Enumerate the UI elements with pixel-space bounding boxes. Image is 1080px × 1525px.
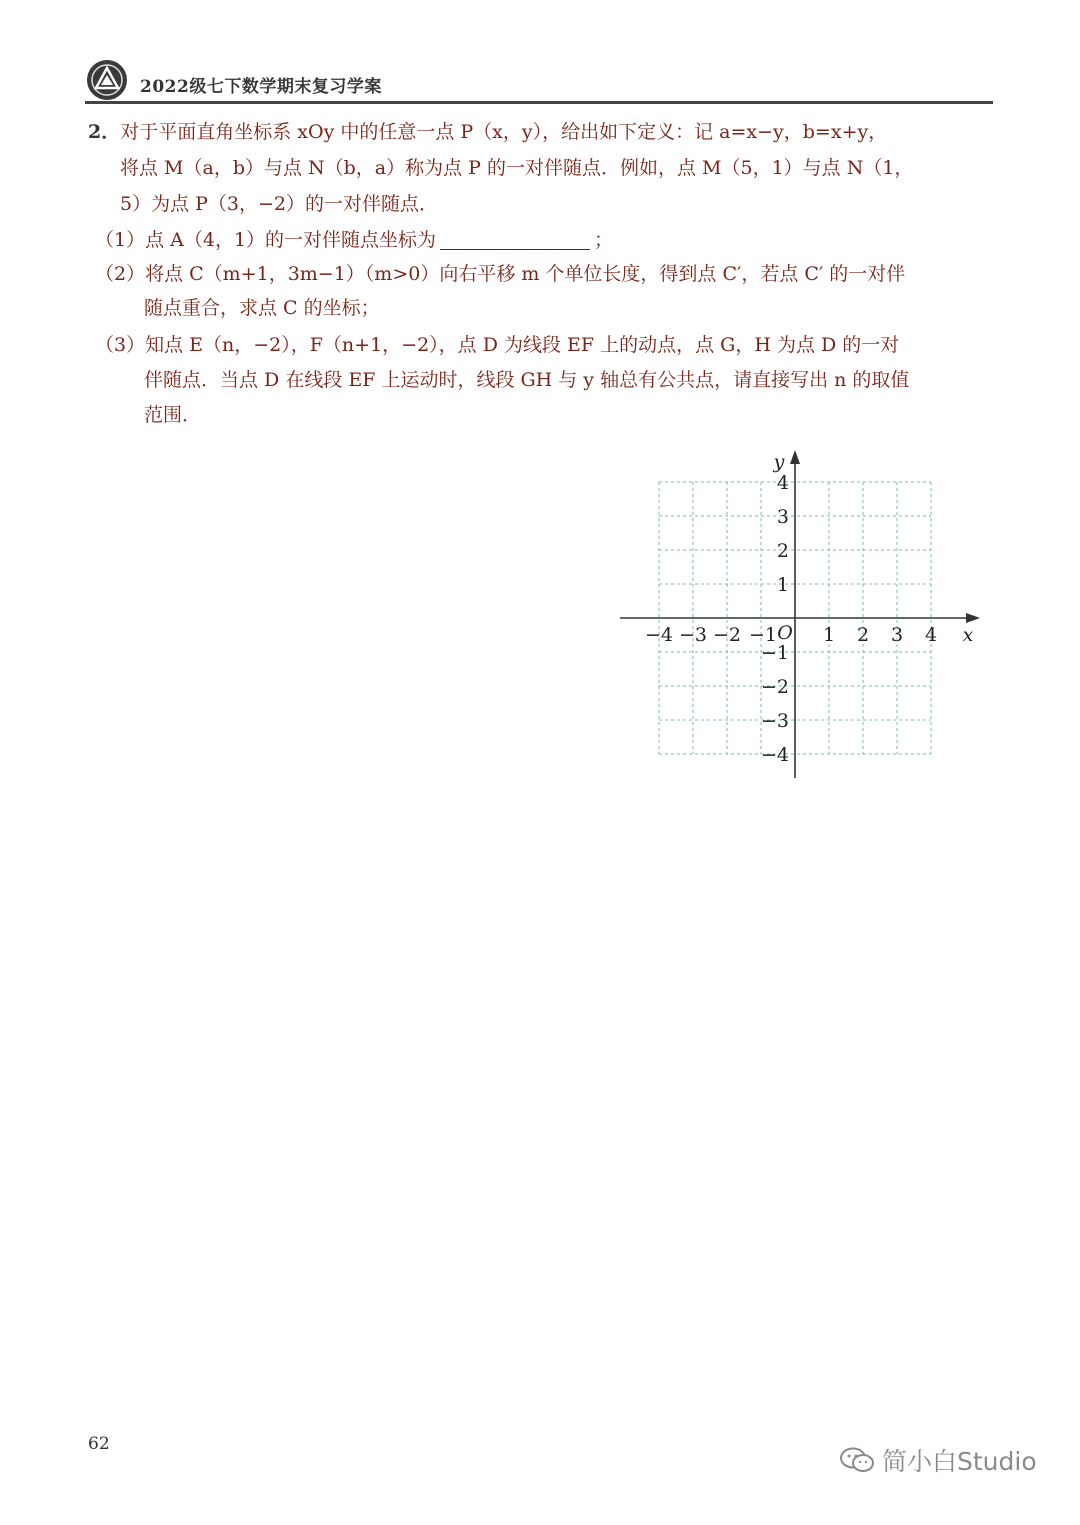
- part-3-line-2: 伴随点．当点 D 在线段 EF 上运动时，线段 GH 与 y 轴总有公共点，请直接写出 n 的取值: [144, 369, 910, 391]
- watermark: [838, 1440, 1037, 1480]
- part-1: （1）点 A（4，1）的一对伴随点坐标为 ；: [95, 229, 614, 251]
- x-axis-label: x: [962, 624, 974, 646]
- x-tick-label: 2: [856, 624, 870, 646]
- header-title: 2022级七下数学期末复习学案: [140, 77, 382, 97]
- y-tick-label: −3: [760, 710, 789, 732]
- page-header: [85, 58, 993, 106]
- part-3-line-3: 范围．: [144, 404, 202, 426]
- x-axis-arrow: [966, 613, 980, 623]
- y-tick-label: −4: [760, 744, 789, 766]
- y-tick-label: 2: [776, 540, 789, 562]
- x-tick-label: −3: [678, 624, 708, 646]
- tick-labels: [645, 451, 974, 766]
- wechat-icon: [838, 1445, 876, 1475]
- part-2-line-1: （2）将点 C（m+1，3m−1）（m>0）向右平移 m 个单位长度，得到点 C′，若点 C′ 的一对伴: [95, 263, 906, 285]
- x-tick-label: −1: [748, 624, 778, 646]
- school-logo-icon: [85, 58, 129, 102]
- problem-intro-line-1: 2．对于平面直角坐标系 xOy 中的任意一点 P（x，y），给出如下定义：记 a=x−y，b=x+y，: [88, 121, 888, 143]
- problem-intro-line-2: 将点 M（a，b）与点 N（b，a）称为点 P 的一对伴随点．例如，点 M（5，1）与点 N（1，: [120, 157, 914, 179]
- y-tick-label: 3: [776, 506, 789, 528]
- y-tick-label: −2: [760, 676, 789, 698]
- part-2-line-2: 随点重合，求点 C 的坐标；: [144, 297, 380, 319]
- origin-label: O: [777, 622, 793, 644]
- problem-intro-line-3: 5）为点 P（3，−2）的一对伴随点．: [120, 193, 439, 215]
- answer-blank[interactable]: [440, 227, 590, 250]
- x-tick-label: 4: [924, 624, 938, 646]
- watermark-text: 简小白Studio: [882, 1447, 1037, 1476]
- y-tick-label: 1: [776, 574, 789, 596]
- page-number: 62: [88, 1434, 110, 1454]
- axes: [620, 450, 980, 778]
- part-3-line-1: （3）知点 E（n，−2），F（n+1，−2），点 D 为线段 EF 上的动点，点 G，H 为点 D 的一对: [95, 334, 900, 356]
- header-divider: [85, 101, 993, 104]
- coordinate-plane: [610, 440, 990, 785]
- x-tick-label: −4: [644, 624, 674, 646]
- y-tick-label: 4: [776, 472, 789, 494]
- x-tick-label: −2: [712, 624, 742, 646]
- y-axis-label: y: [773, 451, 785, 473]
- x-tick-label: 1: [822, 624, 836, 646]
- coordinate-grid: [610, 440, 990, 785]
- y-tick-label: −1: [760, 642, 789, 664]
- question-number: 2．: [88, 121, 121, 143]
- x-tick-label: 3: [890, 624, 904, 646]
- y-axis-arrow: [790, 450, 800, 464]
